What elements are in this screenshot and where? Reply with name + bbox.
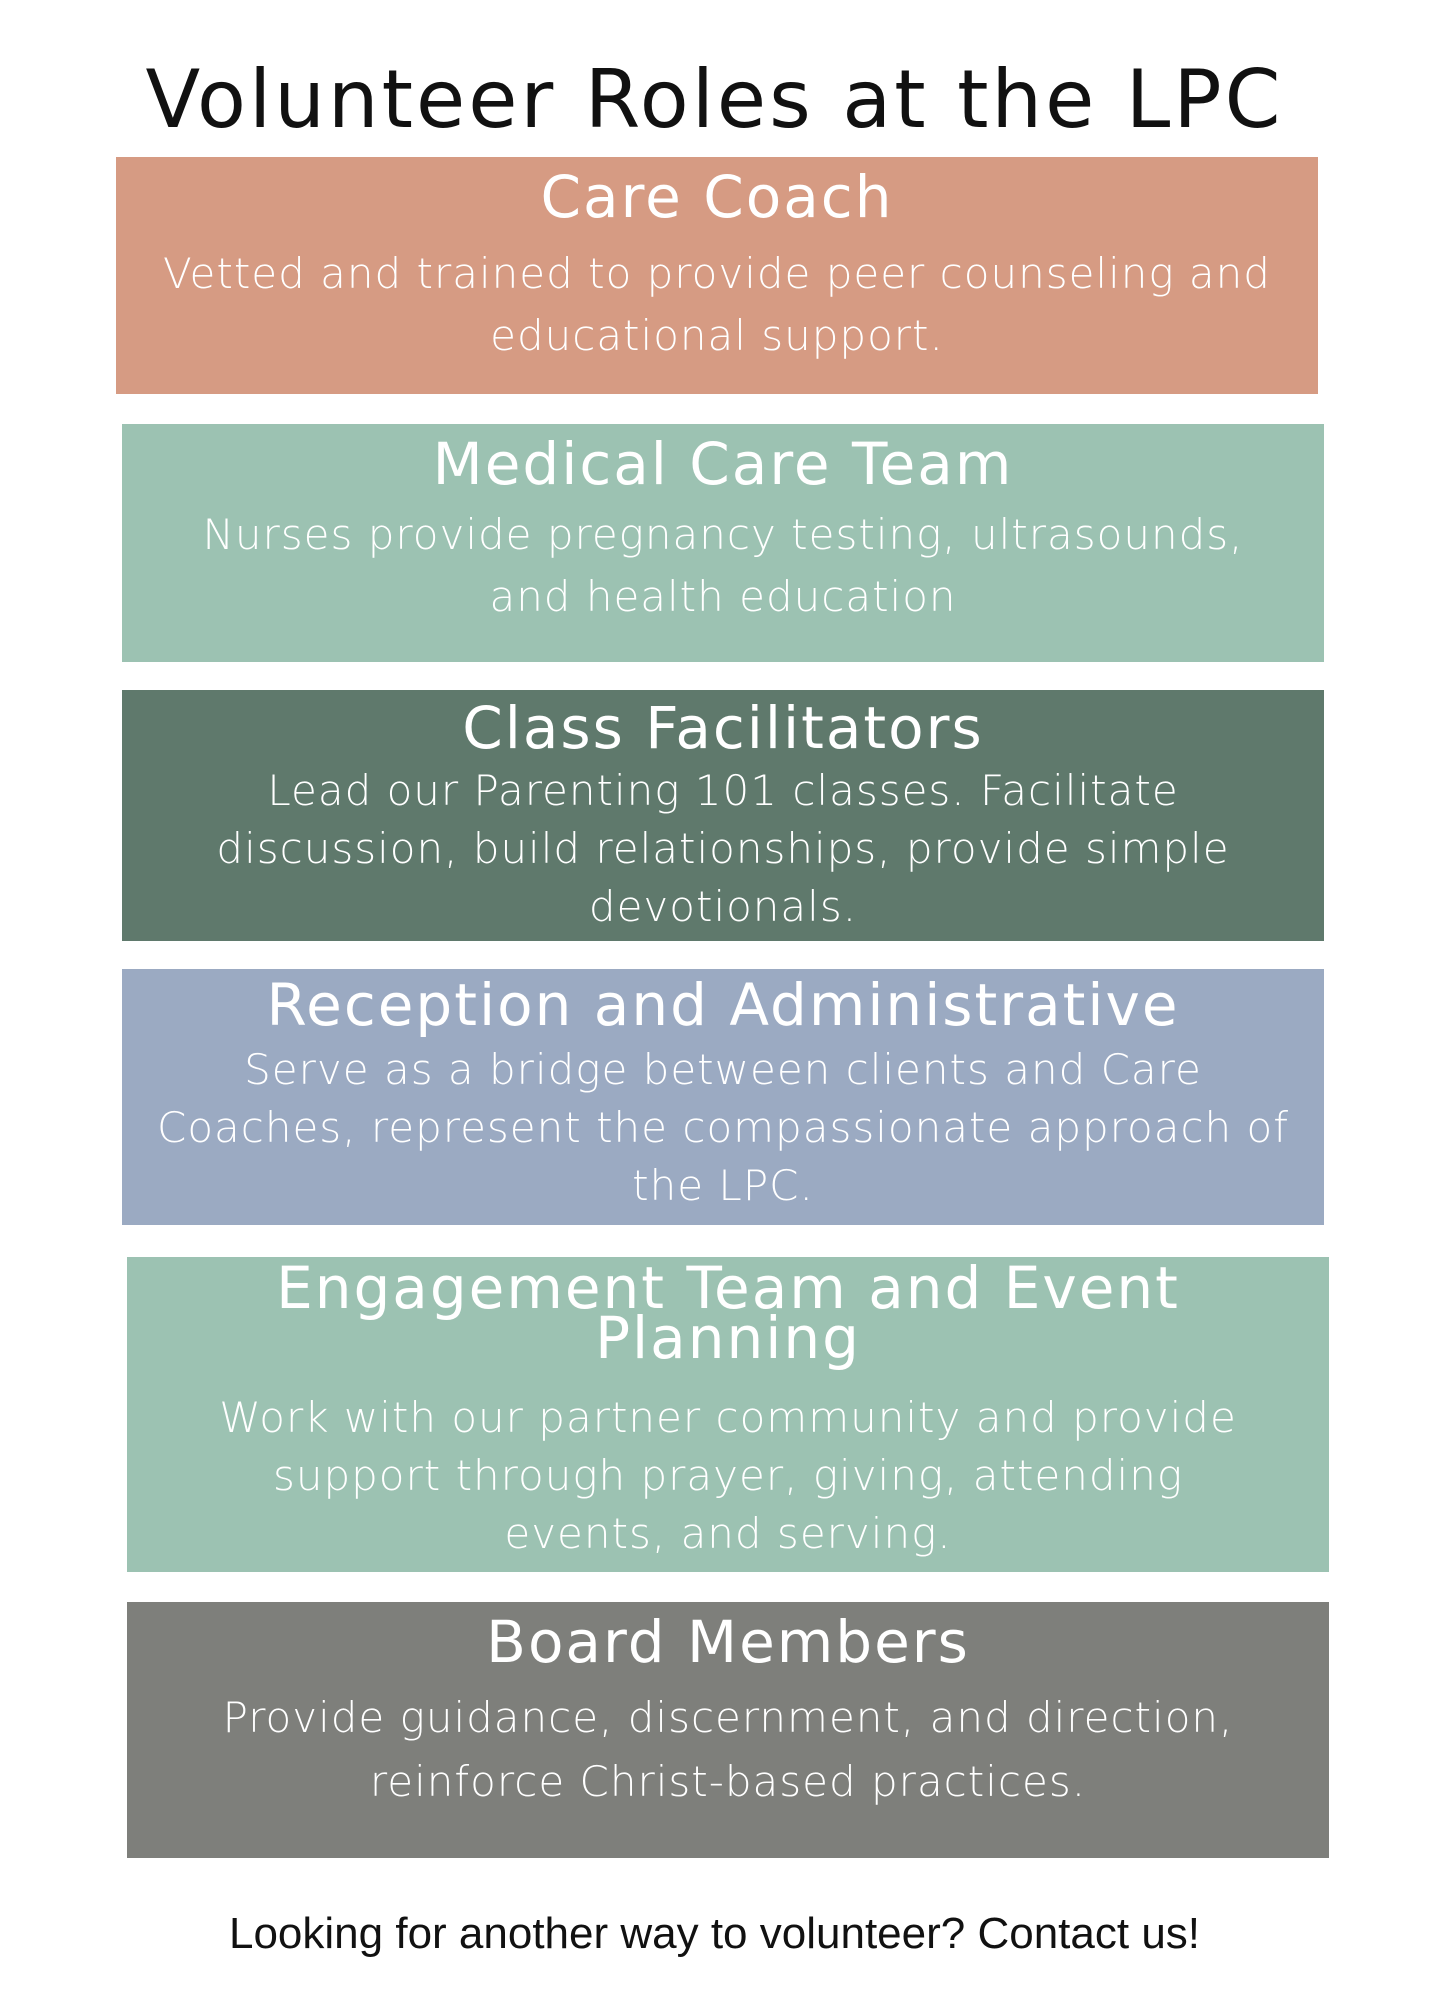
role-title: Reception and Administrative [266, 971, 1180, 1039]
role-card-reception-administrative [122, 969, 1324, 1225]
role-description: Nurses provide pregnancy testing, ultrasounds, and health education [202, 510, 1244, 621]
role-title: Engagement Team and Event Planning [276, 1254, 1180, 1372]
page-title: Volunteer Roles at the LPC [145, 53, 1284, 146]
role-description: Provide guidance, discernment, and direction, reinforce Christ-based practices. [222, 1693, 1234, 1806]
role-card-class-facilitators [122, 690, 1324, 941]
role-card-board-members [127, 1602, 1329, 1858]
role-title: Class Facilitators [462, 694, 984, 762]
contact-footer: Looking for another way to volunteer? Contact us! [228, 1909, 1201, 1958]
role-title: Medical Care Team [432, 430, 1014, 498]
role-description: Work with our partner community and provide support through prayer, giving, attending events, and serving. [219, 1393, 1237, 1558]
role-description: Lead our Parenting 101 classes. Facilitate discussion, build relationships, provide simple devotionals. [216, 766, 1230, 931]
role-description: Vetted and trained to provide peer counseling and educational support. [163, 249, 1271, 360]
role-card-engagement-event-planning [127, 1254, 1329, 1572]
role-title: Board Members [486, 1608, 970, 1676]
role-title: Care Coach [540, 163, 894, 231]
role-card-care-coach [116, 157, 1318, 394]
role-card-medical-care-team [122, 424, 1324, 662]
role-description: Serve as a bridge between clients and Care Coaches, represent the compassionate approach of the LPC. [157, 1045, 1289, 1210]
